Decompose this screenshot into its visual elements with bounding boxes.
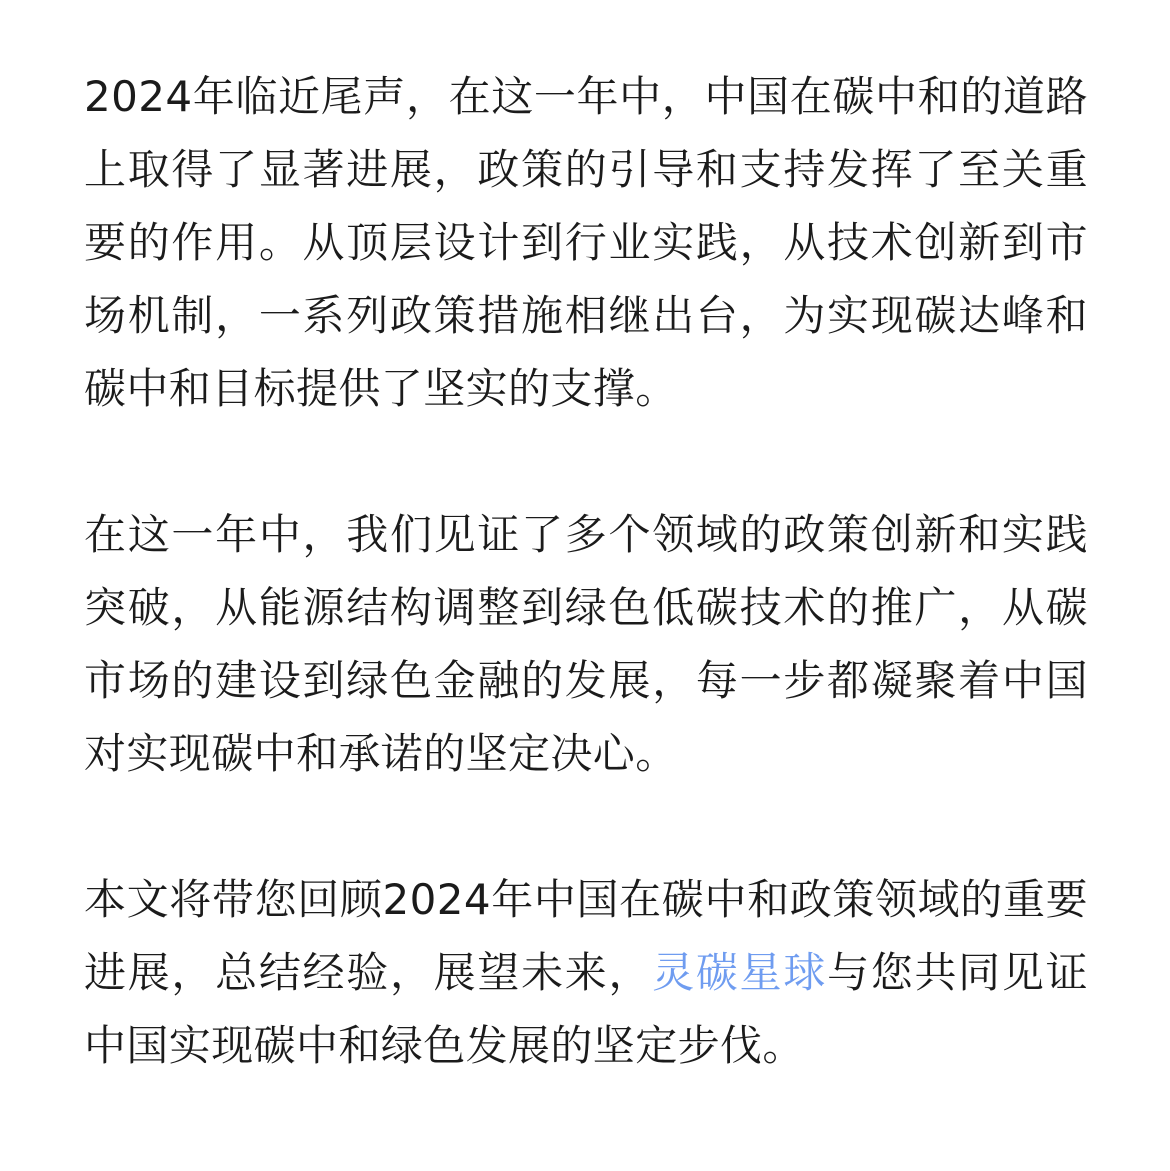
- paragraph-outlook-lead: 本文将带您回顾2024年中国在碳中和政策领域的重要进展，总结经验，展望未来，: [84, 875, 1088, 997]
- paragraph-review: 在这一年中，我们见证了多个领域的政策创新和实践突破，从能源结构调整到绿色低碳技术的推广，从碳市场的建设到绿色金融的发展，每一步都凝聚着中国对实现碳中和承诺的坚定决心。: [84, 510, 1088, 778]
- article-body: [84, 60, 1088, 1082]
- paragraph-outlook-tail: 与您共同见证中国实现碳中和绿色发展的坚定步伐。: [84, 948, 1089, 1070]
- brand-link[interactable]: 灵碳星球: [652, 948, 828, 997]
- paragraph-intro: 2024年临近尾声，在这一年中，中国在碳中和的道路上取得了显著进展，政策的引导和支持发挥了至关重要的作用。从顶层设计到行业实践，从技术创新到市场机制，一系列政策措施相继出台，为实现碳达峰和碳中和目标提供了坚实的支撑。: [84, 72, 1088, 413]
- paragraph-outlook: [84, 863, 1088, 1082]
